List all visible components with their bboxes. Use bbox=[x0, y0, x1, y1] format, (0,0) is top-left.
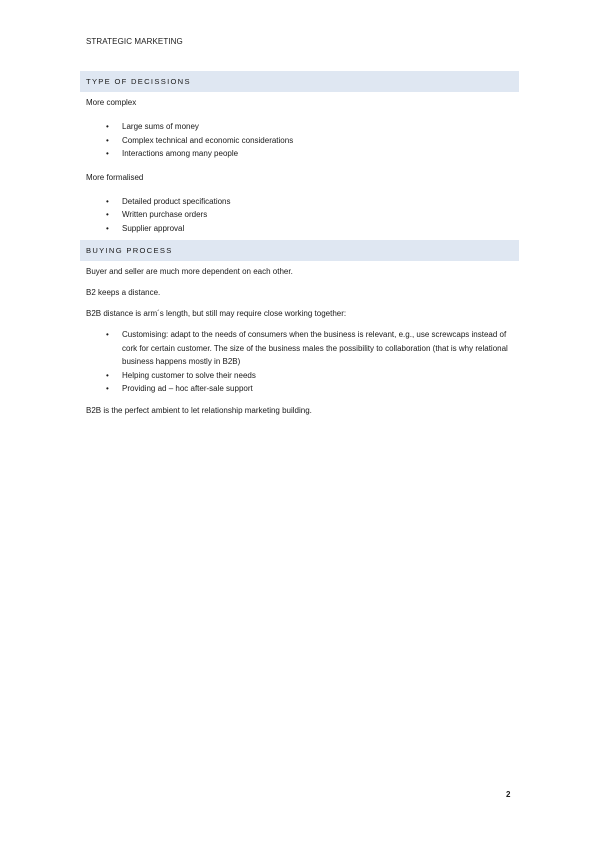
group-intro: More complex bbox=[86, 98, 137, 107]
running-header: STRATEGIC MARKETING bbox=[86, 37, 183, 46]
section-heading-decisions: TYPE OF DECISSIONS bbox=[80, 71, 519, 92]
list-item-text: Helping customer to solve their needs bbox=[122, 370, 256, 380]
page-number: 2 bbox=[506, 790, 511, 799]
list-item-text: Complex technical and economic considerations bbox=[122, 135, 294, 145]
list-item bbox=[80, 382, 519, 396]
list-item bbox=[80, 195, 519, 209]
bullet-icon: • bbox=[106, 223, 109, 233]
bullet-icon: • bbox=[106, 384, 109, 393]
bullet-icon: • bbox=[106, 135, 109, 145]
list-item-text: Written purchase orders bbox=[122, 210, 208, 219]
list-item bbox=[80, 147, 519, 161]
bullet-icon: • bbox=[106, 210, 109, 219]
list-item-text: Customising: adapt to the needs of consumers when the business is relevant, e.g., use screwcaps instead of cork for certain customer. The size of the business males the possibility to collaboration (that is why relational business happens mostly in B2B) bbox=[122, 330, 508, 366]
list-item bbox=[80, 369, 519, 383]
list-item-text: Detailed product specifications bbox=[122, 196, 231, 206]
list-item bbox=[80, 208, 519, 222]
bullet-icon: • bbox=[106, 370, 109, 380]
list-item-text: Supplier approval bbox=[122, 223, 185, 233]
bullet-list bbox=[80, 328, 519, 396]
paragraph: Buyer and seller are much more dependent on each other. bbox=[86, 267, 293, 276]
paragraph: B2B distance is arm´s length, but still may require close working together: bbox=[86, 309, 347, 318]
list-item bbox=[80, 222, 519, 236]
list-item-text: Providing ad – hoc after-sale support bbox=[122, 384, 253, 393]
section-heading-buying-process: BUYING PROCESS bbox=[80, 240, 519, 261]
bullet-list bbox=[80, 195, 519, 236]
list-item-text: Large sums of money bbox=[122, 122, 199, 131]
list-item-text: Interactions among many people bbox=[122, 149, 239, 158]
list-item bbox=[80, 120, 519, 134]
page-content bbox=[80, 71, 519, 417]
group-intro: More formalised bbox=[86, 172, 144, 182]
bullet-icon: • bbox=[106, 149, 109, 158]
bullet-list bbox=[80, 120, 519, 161]
paragraph: B2 keeps a distance. bbox=[86, 288, 161, 297]
bullet-icon: • bbox=[106, 330, 109, 339]
list-item bbox=[80, 328, 519, 369]
closing-paragraph: B2B is the perfect ambient to let relationship marketing building. bbox=[86, 405, 312, 415]
bullet-icon: • bbox=[106, 196, 109, 206]
bullet-icon: • bbox=[106, 122, 109, 131]
list-item bbox=[80, 134, 519, 148]
